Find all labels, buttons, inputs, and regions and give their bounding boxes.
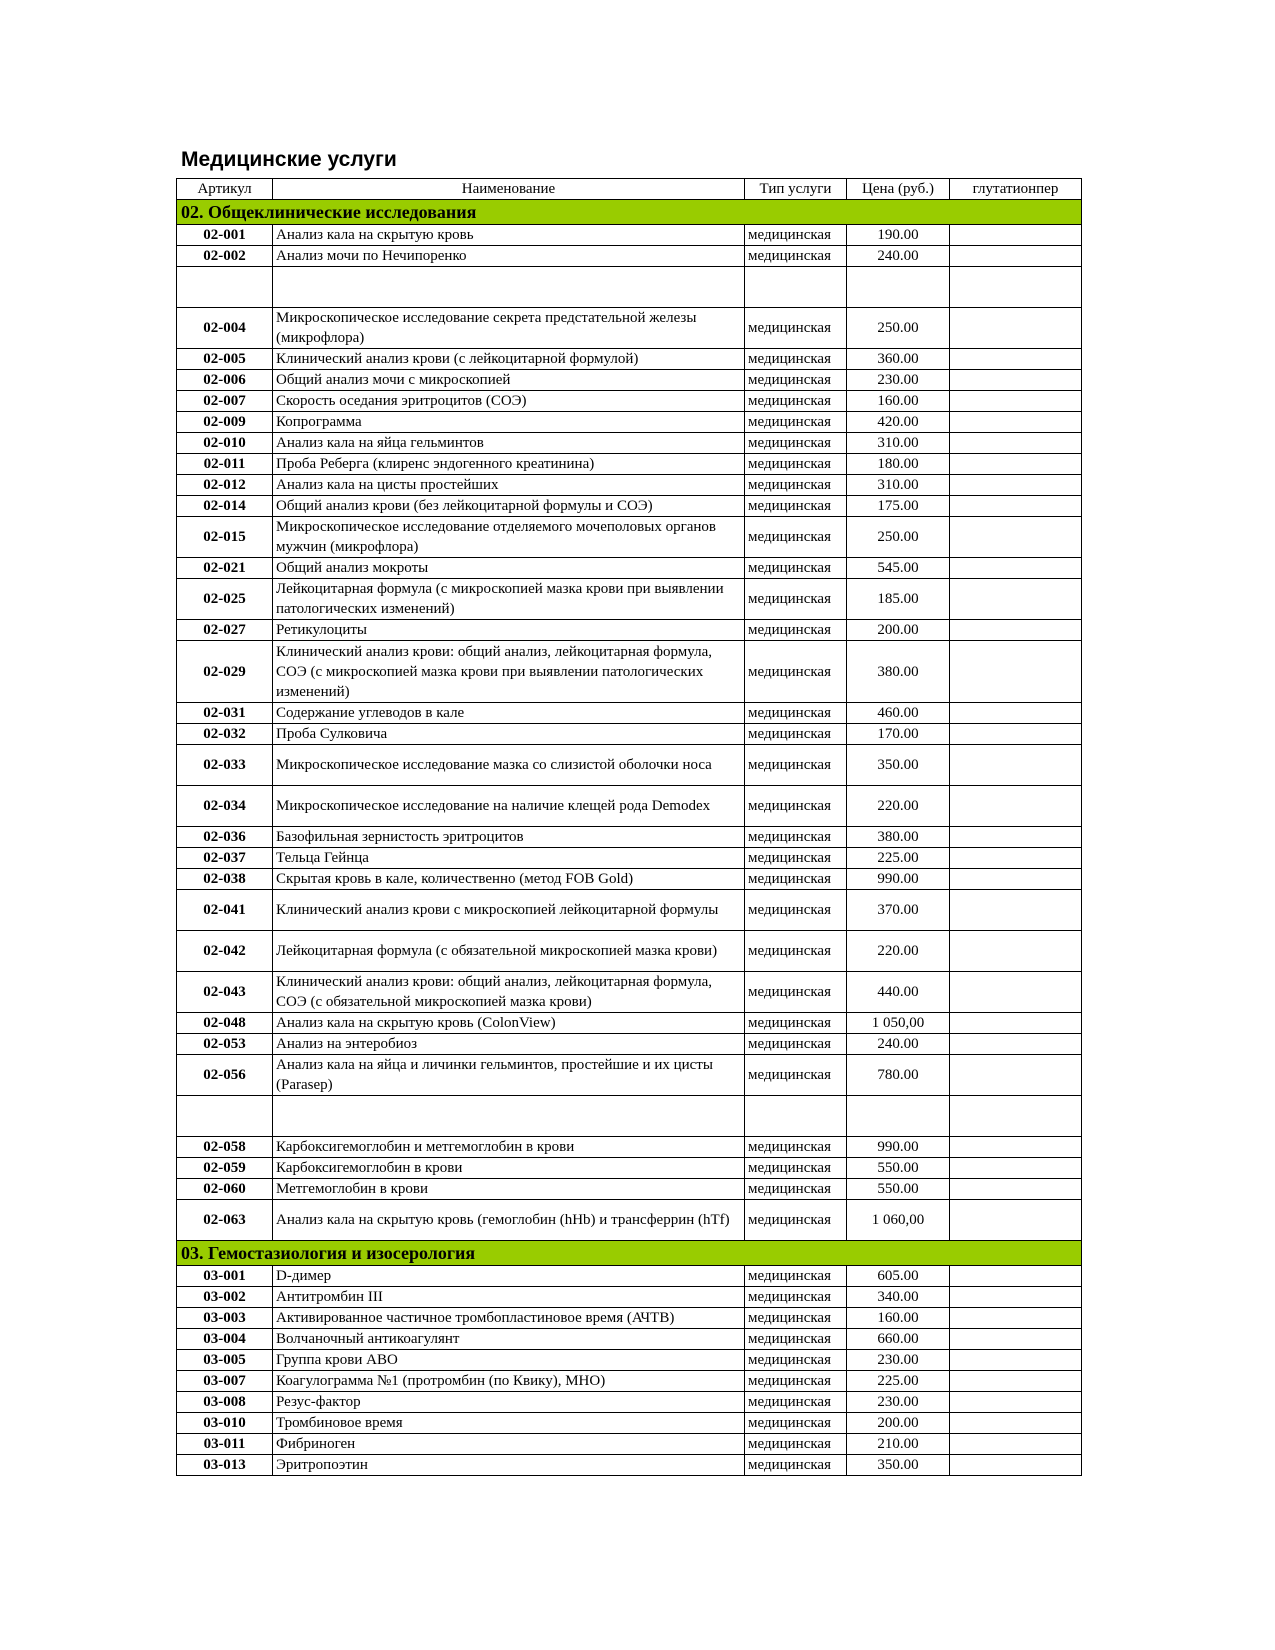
row-extra xyxy=(950,848,1082,869)
row-type: медицинская xyxy=(745,972,847,1013)
row-name: Анализ кала на скрытую кровь (ColonView) xyxy=(273,1013,745,1034)
row-extra xyxy=(950,391,1082,412)
row-name: Метгемоглобин в крови xyxy=(273,1179,745,1200)
row-price: 545.00 xyxy=(847,558,950,579)
row-type: медицинская xyxy=(745,745,847,786)
table-row xyxy=(177,1308,1082,1329)
row-price: 220.00 xyxy=(847,786,950,827)
row-extra xyxy=(950,225,1082,246)
header-price: Цена (руб.) xyxy=(847,179,950,200)
row-type: медицинская xyxy=(745,433,847,454)
row-price xyxy=(847,267,950,308)
row-type: медицинская xyxy=(745,869,847,890)
row-price: 605.00 xyxy=(847,1266,950,1287)
row-type: медицинская xyxy=(745,370,847,391)
row-code: 02-029 xyxy=(177,641,273,703)
section-header-row xyxy=(177,200,1082,225)
row-code: 02-053 xyxy=(177,1034,273,1055)
row-price: 250.00 xyxy=(847,308,950,349)
row-code: 02-060 xyxy=(177,1179,273,1200)
table-row xyxy=(177,1392,1082,1413)
row-price: 175.00 xyxy=(847,496,950,517)
row-code: 02-015 xyxy=(177,517,273,558)
row-type: медицинская xyxy=(745,349,847,370)
row-type: медицинская xyxy=(745,1013,847,1034)
row-price: 550.00 xyxy=(847,1158,950,1179)
row-type: медицинская xyxy=(745,724,847,745)
row-extra xyxy=(950,308,1082,349)
row-code xyxy=(177,267,273,308)
table-row xyxy=(177,1013,1082,1034)
row-type: медицинская xyxy=(745,1179,847,1200)
row-type: медицинская xyxy=(745,1200,847,1241)
row-type: медицинская xyxy=(745,579,847,620)
row-code: 03-010 xyxy=(177,1413,273,1434)
row-extra xyxy=(950,1179,1082,1200)
row-price: 990.00 xyxy=(847,869,950,890)
row-extra xyxy=(950,890,1082,931)
row-name: Скорость оседания эритроцитов (СОЭ) xyxy=(273,391,745,412)
row-type: медицинская xyxy=(745,703,847,724)
row-type: медицинская xyxy=(745,1137,847,1158)
header-extra: глутатионпер xyxy=(950,179,1082,200)
row-price: 210.00 xyxy=(847,1434,950,1455)
row-code: 03-002 xyxy=(177,1287,273,1308)
row-extra xyxy=(950,475,1082,496)
row-extra xyxy=(950,1308,1082,1329)
row-code: 02-027 xyxy=(177,620,273,641)
row-extra xyxy=(950,1034,1082,1055)
row-type: медицинская xyxy=(745,1287,847,1308)
row-price: 160.00 xyxy=(847,1308,950,1329)
row-code: 02-004 xyxy=(177,308,273,349)
row-name: Волчаночный антикоагулянт xyxy=(273,1329,745,1350)
table-row xyxy=(177,1137,1082,1158)
row-price: 180.00 xyxy=(847,454,950,475)
row-type: медицинская xyxy=(745,1371,847,1392)
row-name: Клинический анализ крови: общий анализ, лейкоцитарная формула, СОЭ (с обязательной микроскопией мазка крови) xyxy=(273,972,745,1013)
table-row xyxy=(177,786,1082,827)
row-extra xyxy=(950,496,1082,517)
page-title: Медицинские услуги xyxy=(181,148,397,171)
row-code: 02-037 xyxy=(177,848,273,869)
row-price: 350.00 xyxy=(847,1455,950,1476)
row-code: 03-001 xyxy=(177,1266,273,1287)
row-code: 03-007 xyxy=(177,1371,273,1392)
row-name: Карбоксигемоглобин в крови xyxy=(273,1158,745,1179)
row-type: медицинская xyxy=(745,496,847,517)
row-price: 780.00 xyxy=(847,1055,950,1096)
row-name: Общий анализ мокроты xyxy=(273,558,745,579)
row-name: Анализ кала на цисты простейших xyxy=(273,475,745,496)
row-type: медицинская xyxy=(745,246,847,267)
row-price: 225.00 xyxy=(847,1371,950,1392)
row-code: 03-011 xyxy=(177,1434,273,1455)
row-extra xyxy=(950,972,1082,1013)
row-name: Микроскопическое исследование на наличие клещей рода Demodex xyxy=(273,786,745,827)
row-type: медицинская xyxy=(745,1455,847,1476)
row-code: 02-005 xyxy=(177,349,273,370)
row-extra xyxy=(950,1329,1082,1350)
row-name: Скрытая кровь в кале, количественно (метод FOB Gold) xyxy=(273,869,745,890)
row-extra xyxy=(950,786,1082,827)
table-row xyxy=(177,433,1082,454)
table-row xyxy=(177,225,1082,246)
row-price xyxy=(847,1096,950,1137)
row-price: 350.00 xyxy=(847,745,950,786)
row-price: 200.00 xyxy=(847,620,950,641)
row-code: 02-058 xyxy=(177,1137,273,1158)
table-row xyxy=(177,869,1082,890)
table-row xyxy=(177,1179,1082,1200)
table-row xyxy=(177,1371,1082,1392)
row-name: Клинический анализ крови: общий анализ, лейкоцитарная формула, СОЭ (с микроскопией мазка крови при выявлении патологических изменений) xyxy=(273,641,745,703)
table-row xyxy=(177,724,1082,745)
row-extra xyxy=(950,433,1082,454)
row-type: медицинская xyxy=(745,890,847,931)
row-code: 02-059 xyxy=(177,1158,273,1179)
table-row xyxy=(177,391,1082,412)
header-code: Артикул xyxy=(177,179,273,200)
row-extra xyxy=(950,724,1082,745)
row-code: 03-005 xyxy=(177,1350,273,1371)
row-name: Ретикулоциты xyxy=(273,620,745,641)
row-extra xyxy=(950,1350,1082,1371)
row-code: 02-043 xyxy=(177,972,273,1013)
table-row xyxy=(177,1266,1082,1287)
row-name: Клинический анализ крови (с лейкоцитарной формулой) xyxy=(273,349,745,370)
header-type: Тип услуги xyxy=(745,179,847,200)
row-price: 990.00 xyxy=(847,1137,950,1158)
row-extra xyxy=(950,1287,1082,1308)
row-name: Антитромбин III xyxy=(273,1287,745,1308)
row-price: 550.00 xyxy=(847,1179,950,1200)
row-type: медицинская xyxy=(745,391,847,412)
row-name: Общий анализ крови (без лейкоцитарной формулы и СОЭ) xyxy=(273,496,745,517)
table-row xyxy=(177,558,1082,579)
row-code: 02-036 xyxy=(177,827,273,848)
row-price: 190.00 xyxy=(847,225,950,246)
row-type: медицинская xyxy=(745,475,847,496)
row-code: 02-011 xyxy=(177,454,273,475)
table-row xyxy=(177,246,1082,267)
row-extra xyxy=(950,412,1082,433)
table-row xyxy=(177,370,1082,391)
row-extra xyxy=(950,1266,1082,1287)
row-type: медицинская xyxy=(745,786,847,827)
header-name: Наименование xyxy=(273,179,745,200)
row-price: 230.00 xyxy=(847,1392,950,1413)
row-name: Микроскопическое исследование секрета предстательной железы (микрофлора) xyxy=(273,308,745,349)
table-row xyxy=(177,454,1082,475)
row-type: медицинская xyxy=(745,1329,847,1350)
row-price: 340.00 xyxy=(847,1287,950,1308)
row-name: Копрограмма xyxy=(273,412,745,433)
row-type: медицинская xyxy=(745,412,847,433)
row-name: Анализ кала на яйца гельминтов xyxy=(273,433,745,454)
table-row xyxy=(177,1034,1082,1055)
row-name: Карбоксигемоглобин и метгемоглобин в крови xyxy=(273,1137,745,1158)
section-title: 02. Общеклинические исследования xyxy=(177,200,1082,225)
row-extra xyxy=(950,1158,1082,1179)
row-code: 03-008 xyxy=(177,1392,273,1413)
row-code: 02-006 xyxy=(177,370,273,391)
row-name: Анализ мочи по Нечипоренко xyxy=(273,246,745,267)
table-row xyxy=(177,1055,1082,1096)
row-extra xyxy=(950,1013,1082,1034)
row-type: медицинская xyxy=(745,848,847,869)
row-name: Резус-фактор xyxy=(273,1392,745,1413)
row-price: 380.00 xyxy=(847,641,950,703)
row-type: медицинская xyxy=(745,1350,847,1371)
table-row xyxy=(177,827,1082,848)
row-price: 230.00 xyxy=(847,1350,950,1371)
row-code: 02-009 xyxy=(177,412,273,433)
row-name: Лейкоцитарная формула (с обязательной микроскопией мазка крови) xyxy=(273,931,745,972)
row-name: Общий анализ мочи с микроскопией xyxy=(273,370,745,391)
row-price: 310.00 xyxy=(847,433,950,454)
row-type: медицинская xyxy=(745,1158,847,1179)
table-row xyxy=(177,1158,1082,1179)
row-type: медицинская xyxy=(745,1034,847,1055)
table-row xyxy=(177,1096,1082,1137)
row-code: 02-031 xyxy=(177,703,273,724)
row-price: 225.00 xyxy=(847,848,950,869)
row-type: медицинская xyxy=(745,517,847,558)
row-name xyxy=(273,1096,745,1137)
row-type: медицинская xyxy=(745,641,847,703)
price-table xyxy=(176,178,1082,1476)
row-extra xyxy=(950,931,1082,972)
row-name: Базофильная зернистость эритроцитов xyxy=(273,827,745,848)
row-code: 02-007 xyxy=(177,391,273,412)
row-type: медицинская xyxy=(745,931,847,972)
table-row xyxy=(177,745,1082,786)
row-type: медицинская xyxy=(745,225,847,246)
row-name: Лейкоцитарная формула (с микроскопией мазка крови при выявлении патологических изменений) xyxy=(273,579,745,620)
row-extra xyxy=(950,745,1082,786)
row-code: 02-002 xyxy=(177,246,273,267)
row-price: 460.00 xyxy=(847,703,950,724)
row-type: медицинская xyxy=(745,620,847,641)
row-type: медицинская xyxy=(745,827,847,848)
row-name: Анализ кала на скрытую кровь xyxy=(273,225,745,246)
table-row xyxy=(177,890,1082,931)
row-type: медицинская xyxy=(745,1392,847,1413)
table-row xyxy=(177,267,1082,308)
table-row xyxy=(177,517,1082,558)
row-name: Анализ кала на яйца и личинки гельминтов, простейшие и их цисты (Parasep) xyxy=(273,1055,745,1096)
row-price: 250.00 xyxy=(847,517,950,558)
row-name: D-димер xyxy=(273,1266,745,1287)
row-name: Анализ на энтеробиоз xyxy=(273,1034,745,1055)
row-name: Тромбиновое время xyxy=(273,1413,745,1434)
row-type: медицинская xyxy=(745,1413,847,1434)
row-name: Группа крови АВО xyxy=(273,1350,745,1371)
row-price: 170.00 xyxy=(847,724,950,745)
row-price: 240.00 xyxy=(847,246,950,267)
table-row xyxy=(177,1350,1082,1371)
row-code: 02-010 xyxy=(177,433,273,454)
row-type: медицинская xyxy=(745,1055,847,1096)
row-extra xyxy=(950,703,1082,724)
row-name: Содержание углеводов в кале xyxy=(273,703,745,724)
row-code: 02-032 xyxy=(177,724,273,745)
row-type xyxy=(745,1096,847,1137)
row-code: 02-056 xyxy=(177,1055,273,1096)
row-price: 200.00 xyxy=(847,1413,950,1434)
row-name: Проба Сулковича xyxy=(273,724,745,745)
row-price: 660.00 xyxy=(847,1329,950,1350)
row-price: 420.00 xyxy=(847,412,950,433)
row-price: 160.00 xyxy=(847,391,950,412)
row-extra xyxy=(950,1371,1082,1392)
row-code: 02-042 xyxy=(177,931,273,972)
row-name: Микроскопическое исследование отделяемого мочеполовых органов мужчин (микрофлора) xyxy=(273,517,745,558)
row-name: Анализ кала на скрытую кровь (гемоглобин (hHb) и трансферрин (hTf) xyxy=(273,1200,745,1241)
row-code: 03-013 xyxy=(177,1455,273,1476)
row-extra xyxy=(950,349,1082,370)
row-name: Клинический анализ крови с микроскопией лейкоцитарной формулы xyxy=(273,890,745,931)
table-row xyxy=(177,848,1082,869)
row-price: 240.00 xyxy=(847,1034,950,1055)
table-row xyxy=(177,641,1082,703)
table-row xyxy=(177,349,1082,370)
row-code: 03-004 xyxy=(177,1329,273,1350)
row-name: Активированное частичное тромбопластиновое время (АЧТВ) xyxy=(273,1308,745,1329)
row-name: Эритропоэтин xyxy=(273,1455,745,1476)
row-type: медицинская xyxy=(745,1308,847,1329)
row-price: 1 060,00 xyxy=(847,1200,950,1241)
row-code: 02-038 xyxy=(177,869,273,890)
row-code: 03-003 xyxy=(177,1308,273,1329)
row-extra xyxy=(950,1200,1082,1241)
table-row xyxy=(177,1200,1082,1241)
row-price: 230.00 xyxy=(847,370,950,391)
row-code: 02-063 xyxy=(177,1200,273,1241)
table-row xyxy=(177,579,1082,620)
row-code xyxy=(177,1096,273,1137)
row-name xyxy=(273,267,745,308)
row-extra xyxy=(950,1392,1082,1413)
header-row xyxy=(177,179,1082,200)
row-extra xyxy=(950,246,1082,267)
row-extra xyxy=(950,620,1082,641)
row-extra xyxy=(950,1137,1082,1158)
row-extra xyxy=(950,827,1082,848)
row-code: 02-021 xyxy=(177,558,273,579)
row-name: Коагулограмма №1 (протромбин (по Квику), МНО) xyxy=(273,1371,745,1392)
row-price: 220.00 xyxy=(847,931,950,972)
row-extra xyxy=(950,1413,1082,1434)
table-row xyxy=(177,931,1082,972)
row-price: 360.00 xyxy=(847,349,950,370)
table-row xyxy=(177,475,1082,496)
row-code: 02-012 xyxy=(177,475,273,496)
table-row xyxy=(177,703,1082,724)
row-extra xyxy=(950,558,1082,579)
row-extra xyxy=(950,641,1082,703)
table-row xyxy=(177,1413,1082,1434)
row-extra xyxy=(950,1096,1082,1137)
row-code: 02-001 xyxy=(177,225,273,246)
table-row xyxy=(177,1287,1082,1308)
row-type: медицинская xyxy=(745,1266,847,1287)
row-extra xyxy=(950,1455,1082,1476)
section-header-row xyxy=(177,1241,1082,1266)
row-extra xyxy=(950,267,1082,308)
row-extra xyxy=(950,370,1082,391)
table-row xyxy=(177,1329,1082,1350)
table-row xyxy=(177,496,1082,517)
table-body xyxy=(177,200,1082,1476)
row-price: 370.00 xyxy=(847,890,950,931)
row-code: 02-048 xyxy=(177,1013,273,1034)
table-row xyxy=(177,1434,1082,1455)
row-name: Микроскопическое исследование мазка со слизистой оболочки носа xyxy=(273,745,745,786)
row-type: медицинская xyxy=(745,454,847,475)
row-code: 02-033 xyxy=(177,745,273,786)
row-type xyxy=(745,267,847,308)
table-row xyxy=(177,1455,1082,1476)
row-name: Тельца Гейнца xyxy=(273,848,745,869)
row-code: 02-034 xyxy=(177,786,273,827)
row-extra xyxy=(950,1434,1082,1455)
row-code: 02-014 xyxy=(177,496,273,517)
row-name: Фибриноген xyxy=(273,1434,745,1455)
row-code: 02-025 xyxy=(177,579,273,620)
table-row xyxy=(177,972,1082,1013)
section-title: 03. Гемостазиология и изосерология xyxy=(177,1241,1082,1266)
row-price: 440.00 xyxy=(847,972,950,1013)
row-price: 380.00 xyxy=(847,827,950,848)
row-extra xyxy=(950,869,1082,890)
row-name: Проба Реберга (клиренс эндогенного креатинина) xyxy=(273,454,745,475)
row-extra xyxy=(950,579,1082,620)
row-type: медицинская xyxy=(745,308,847,349)
row-extra xyxy=(950,517,1082,558)
row-type: медицинская xyxy=(745,1434,847,1455)
table-row xyxy=(177,308,1082,349)
row-price: 185.00 xyxy=(847,579,950,620)
row-code: 02-041 xyxy=(177,890,273,931)
row-extra xyxy=(950,1055,1082,1096)
table-row xyxy=(177,620,1082,641)
table-row xyxy=(177,412,1082,433)
row-price: 310.00 xyxy=(847,475,950,496)
row-type: медицинская xyxy=(745,558,847,579)
row-extra xyxy=(950,454,1082,475)
row-price: 1 050,00 xyxy=(847,1013,950,1034)
